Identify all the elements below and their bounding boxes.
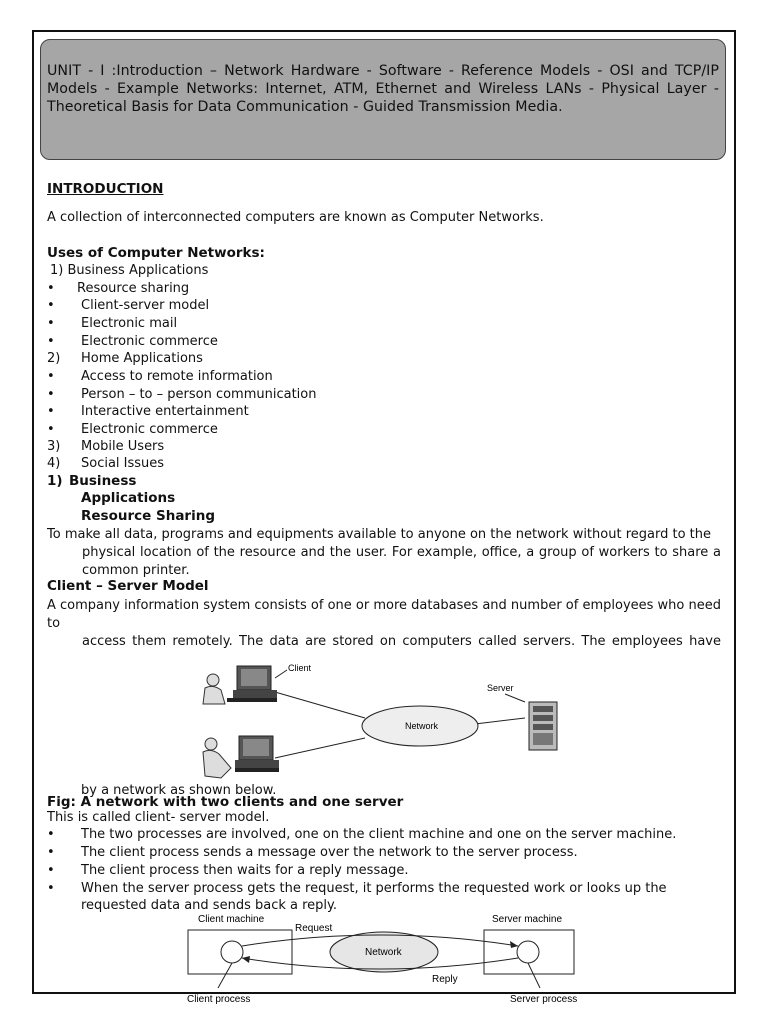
list-item: • [47,334,55,349]
reply-label: Reply [432,974,458,985]
uses-heading: Uses of Computer Networks: [47,245,265,261]
list-item-text: Electronic commerce [81,422,218,437]
list-item: • [47,281,55,296]
process-bullet-3: The client process then waits for a reply message. [81,863,409,878]
bullet-marker: • [47,827,55,842]
business-heading: Business [69,473,137,489]
network-label: Network [405,721,439,731]
process-bullet-2: The client process sends a message over the network to the server process. [81,845,578,860]
server-process-label: Server process [510,994,578,1005]
list-item: • [47,316,55,331]
list-item: • [47,369,55,384]
client-server-heading: Client – Server Model [47,578,209,594]
request-reply-figure [180,910,582,1006]
process-bullet-4: When the server process gets the request, it performs the requested work or looks up the [81,881,667,896]
list-item-text: Access to remote information [81,369,273,384]
introduction-definition: A collection of interconnected computers are known as Computer Networks. [47,210,544,225]
client-process-label: Client process [187,994,251,1005]
list-item-text: Client-server model [81,298,210,313]
client2-workstation [203,736,279,778]
list-item-text: Electronic mail [81,316,178,331]
list-item-text: Mobile Users [81,439,165,454]
list-item: • [47,404,55,419]
client-machine-label: Client machine [198,914,265,925]
business-marker: 1) [47,473,63,489]
list-item: 1) Business Applications [50,263,209,278]
server-pointer [505,694,525,702]
server-label: Server [487,683,514,693]
list-item: 3) [47,439,61,454]
resource-sharing-heading: Resource Sharing [81,508,215,524]
client-label: Client [288,663,312,673]
unit-header-box [40,39,726,160]
client2-link [275,738,365,758]
list-item-text: Interactive entertainment [81,404,249,419]
list-item: • [47,387,55,402]
client-server-paragraph-tail: by a network as shown below. [81,783,277,798]
list-item-text: Electronic commerce [81,334,218,349]
list-item: 2) [47,351,61,366]
list-item-text: Resource sharing [77,281,190,296]
resource-sharing-paragraph: To make all data, programs and equipments available to anyone on the network without regard to the physical location of the resource and the user. For example, office, a group of workers to share a common printer. [47,527,721,578]
server-link [475,718,525,724]
bullet-marker: • [47,845,55,860]
list-item: • [47,298,55,313]
network-label: Network [365,947,402,958]
figure1-caption: Fig: A network with two clients and one server [47,794,404,810]
bullet-marker: • [47,863,55,878]
list-item: 4) [47,456,61,471]
client-process-circle [221,941,243,963]
bullet-marker: • [47,881,55,896]
client-server-paragraph: A company information system consists of one or more databases and number of employees who need to access them remotely. The data are stored on computers called servers. The employees have [47,598,721,649]
model-note: This is called client- server model. [47,810,270,825]
server-machine-label: Server machine [492,914,563,925]
server-process-circle [517,941,539,963]
list-item-text: Social Issues [81,456,165,471]
client1-link [275,692,365,718]
list-item-text: Person – to – person communication [81,387,317,402]
list-item-text: Home Applications [81,351,203,366]
introduction-heading: INTRODUCTION [47,181,164,197]
client-pointer [275,670,287,678]
client-server-network-figure [195,658,565,782]
client1-workstation [203,666,277,704]
request-label: Request [295,923,333,934]
applications-heading: Applications [81,490,176,506]
process-bullet-4-continued: requested data and sends back a reply. [81,898,337,913]
list-item: • [47,422,55,437]
unit-header-text: UNIT - I :Introduction – Network Hardware - Software - Reference Models - OSI and TCP/IP Models - Example Networks: Internet, ATM, Ethernet and Wireless LANs - Physical Layer - Theoretical Basis for Data Communication - Guided Transmission Media. [47,63,719,115]
process-bullet-1: The two processes are involved, one on the client machine and one on the server machine. [81,827,677,842]
server-rack-icon [529,702,557,750]
